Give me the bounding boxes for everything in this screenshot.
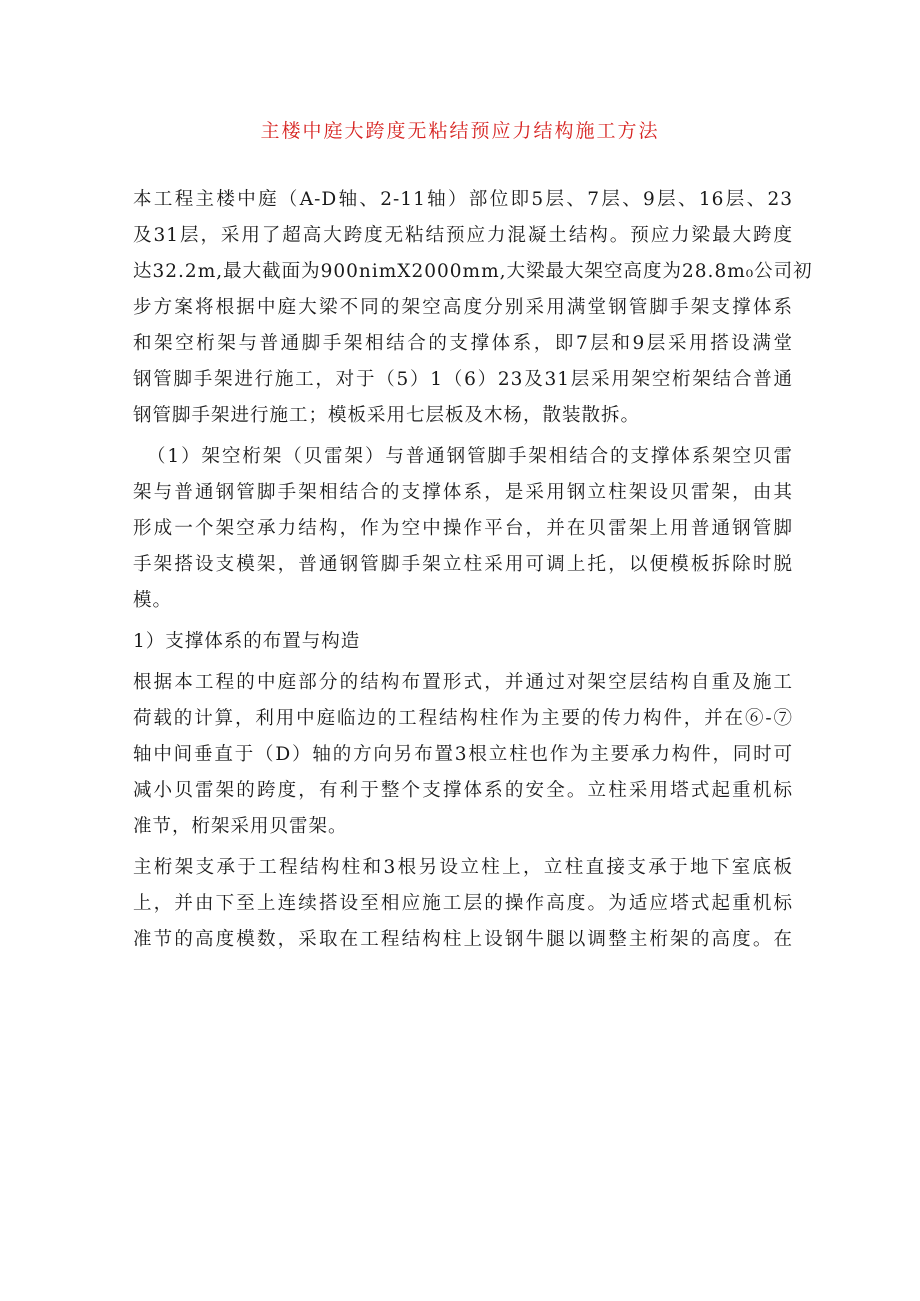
paragraph-truss-system [133, 439, 793, 619]
document-body [133, 182, 813, 958]
text-line: 主桁架支承于工程结构柱和3根另设立柱上，立柱直接支承于地下室底板 [133, 857, 793, 878]
text-line: 1）支撑体系的布置与构造 [133, 631, 361, 652]
text-line: 钢管脚手架进行施工，对于（5）1（6）23及31层采用架空桁架结合普通 [133, 369, 793, 390]
text-line: 模。 [133, 590, 173, 611]
text-line: 轴中间垂直于（D）轴的方向另布置3根立柱也作为主要承力构件，同时可 [133, 744, 793, 765]
text-line: 步方案将根据中庭大梁不同的架空高度分别采用满堂钢管脚手架支撑体系 [133, 297, 793, 318]
text-line: 减小贝雷架的跨度，有利于整个支撑体系的安全。立柱采用塔式起重机标 [133, 780, 793, 801]
text-line: 手架搭设支模架，普通钢管脚手架立柱采用可调上托，以便模板拆除时脱 [133, 554, 793, 575]
text-line: 本工程主楼中庭（A-D轴、2-11轴）部位即5层、7层、9层、16层、23 [133, 189, 793, 210]
text-line: 和架空桁架与普通脚手架相结合的支撑体系，即7层和9层采用搭设满堂 [133, 333, 793, 354]
text-line: 达32.2m,最大截面为900nimX2000mm,大梁最大架空高度为28.8m₀公司初 [133, 261, 813, 282]
document-title: 主楼中庭大跨度无粘结预应力结构施工方法 [260, 120, 660, 142]
section-heading [133, 624, 793, 660]
text-line: 及31层，采用了超高大跨度无粘结预应力混凝土结构。预应力梁最大跨度 [133, 225, 793, 246]
paragraph-intro [133, 182, 813, 434]
text-line: 准节的高度模数，采取在工程结构柱上设钢牛腿以调整主桁架的高度。在 [133, 929, 793, 950]
text-line: 钢管脚手架进行施工；模板采用七层板及木杨，散装散拆。 [133, 405, 641, 426]
text-line: 形成一个架空承力结构，作为空中操作平台，并在贝雷架上用普通钢管脚 [133, 518, 793, 539]
text-line: 准节，桁架采用贝雷架。 [133, 816, 348, 837]
text-line: 上，并由下至上连续搭设至相应施工层的操作高度。为适应塔式起重机标 [133, 893, 793, 914]
text-line: 根据本工程的中庭部分的结构布置形式，并通过对架空层结构自重及施工 [133, 672, 793, 693]
paragraph-main-truss [133, 850, 793, 958]
text-line: （1）架空桁架（贝雷架）与普通钢管脚手架相结合的支撑体系架空贝雷 [147, 446, 793, 467]
text-line: 架与普通钢管脚手架相结合的支撑体系，是采用钢立柱架设贝雷架，由其 [133, 482, 793, 503]
text-line: 荷载的计算，利用中庭临边的工程结构柱作为主要的传力构件，并在⑥-⑦ [133, 708, 793, 729]
paragraph-layout [133, 665, 793, 845]
